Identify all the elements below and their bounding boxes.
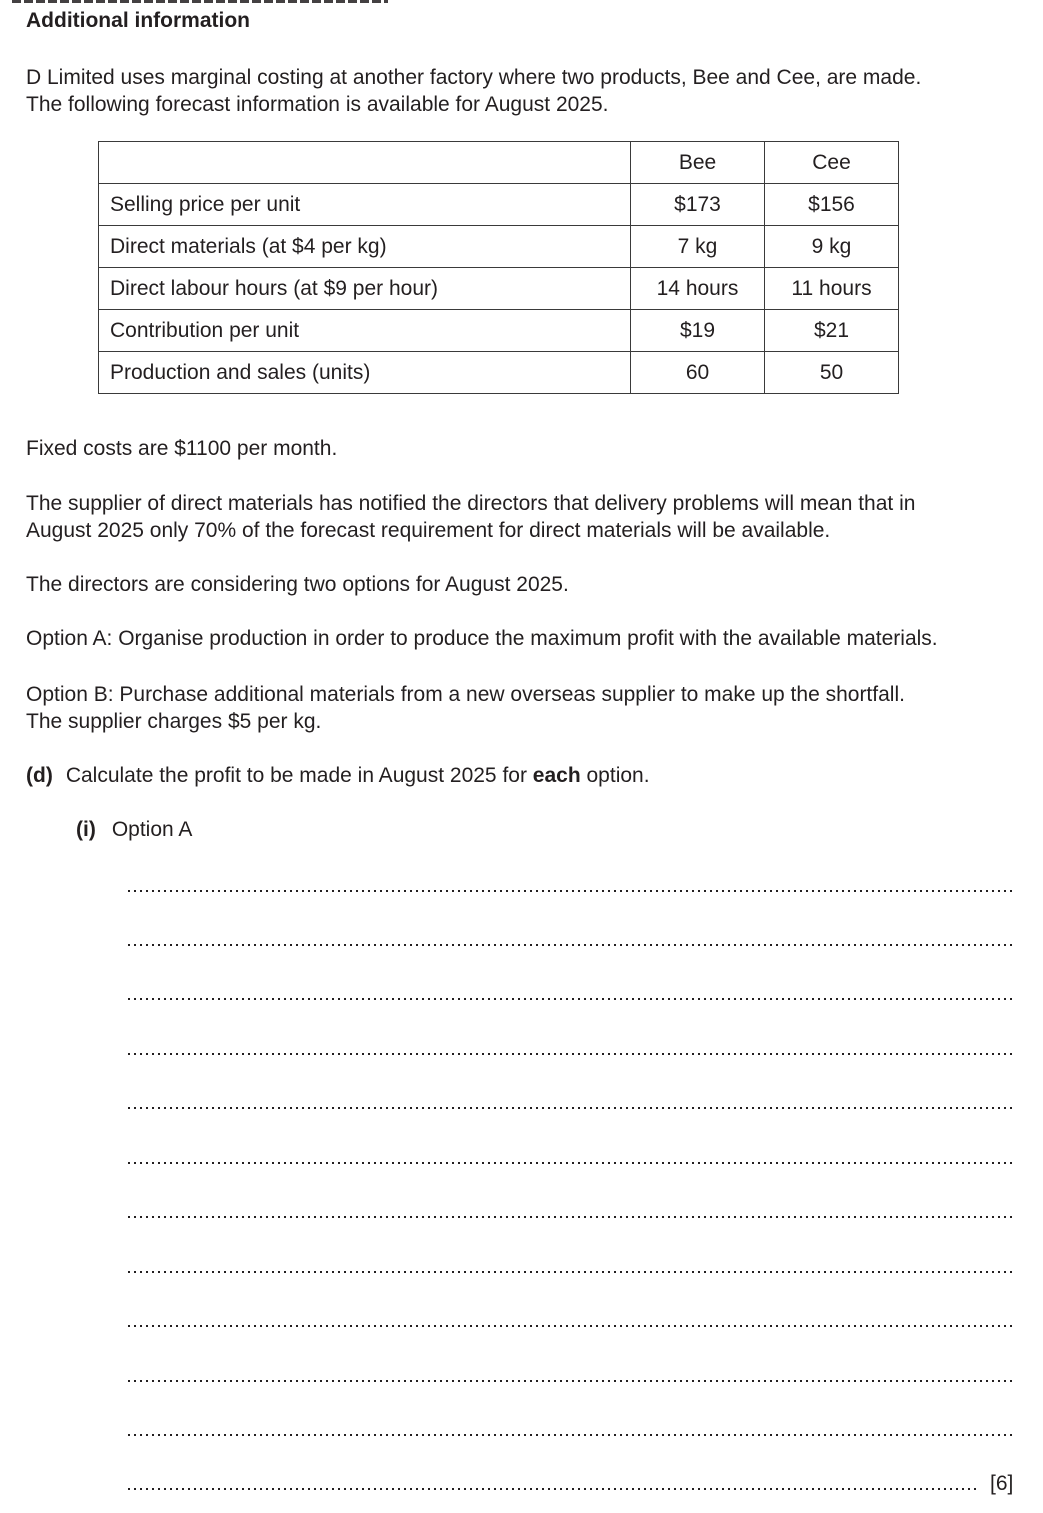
answer-line[interactable]: [128, 1053, 1015, 1055]
table-row: [99, 352, 899, 394]
intro-line-1: D Limited uses marginal costing at another factory where two products, Bee and Cee, are made.: [26, 66, 922, 89]
table-row: [99, 184, 899, 226]
question-d: [26, 764, 650, 788]
table-header-cee: Cee: [765, 142, 899, 184]
subquestion-label: (i): [76, 818, 96, 841]
answer-line[interactable]: [128, 1216, 1015, 1218]
table-header-blank: [99, 142, 631, 184]
table-row: [99, 310, 899, 352]
answer-line[interactable]: [128, 1380, 1015, 1382]
table-row: [99, 226, 899, 268]
answer-line[interactable]: [128, 890, 1015, 892]
answer-line[interactable]: [128, 998, 1015, 1000]
cropped-previous-text: [12, 0, 388, 3]
option-a-text: Option A: Organise production in order to produce the maximum profit with the available materials.: [26, 627, 938, 650]
supplier-line-2: August 2025 only 70% of the forecast requirement for direct materials will be available.: [26, 519, 831, 542]
table-row: [99, 268, 899, 310]
bee-value: 7 kg: [631, 226, 765, 268]
answer-line[interactable]: [128, 1162, 1015, 1164]
row-label: Direct materials (at $4 per kg): [99, 226, 631, 268]
cee-value: $21: [765, 310, 899, 352]
answer-line[interactable]: [128, 1271, 1015, 1273]
row-label: Selling price per unit: [99, 184, 631, 226]
marks-label: [6]: [990, 1472, 1014, 1495]
intro-line-2: The following forecast information is available for August 2025.: [26, 93, 609, 116]
table-header-row: [99, 142, 899, 184]
bee-value: $173: [631, 184, 765, 226]
intro-paragraph: [26, 64, 1018, 118]
table-header-bee: Bee: [631, 142, 765, 184]
options-intro-text: The directors are considering two options for August 2025.: [26, 573, 569, 596]
question-text-before: Calculate the profit to be made in August 2025 for: [65, 764, 533, 787]
answer-line[interactable]: [128, 944, 1015, 946]
section-heading: Additional information: [26, 9, 250, 32]
cee-value: 9 kg: [765, 226, 899, 268]
question-text-bold: each: [532, 764, 581, 787]
subquestion-text: Option A: [111, 818, 193, 841]
bee-value: 14 hours: [631, 268, 765, 310]
row-label: Production and sales (units): [99, 352, 631, 394]
cee-value: 50: [765, 352, 899, 394]
cee-value: 11 hours: [765, 268, 899, 310]
supplier-line-1: The supplier of direct materials has notified the directors that delivery problems will mean that in: [26, 492, 916, 515]
fixed-costs-text: Fixed costs are $1100 per month.: [26, 437, 338, 460]
forecast-table: [98, 141, 899, 394]
answer-line[interactable]: [128, 1107, 1015, 1109]
answer-line[interactable]: [128, 1325, 1015, 1327]
answer-line[interactable]: [128, 1434, 1015, 1436]
option-b-line-2: The supplier charges $5 per kg.: [26, 710, 322, 733]
subquestion-i: [76, 818, 192, 842]
bee-value: 60: [631, 352, 765, 394]
bee-value: $19: [631, 310, 765, 352]
question-part-label: (d): [26, 764, 53, 787]
supplier-paragraph: [26, 490, 1018, 544]
row-label: Direct labour hours (at $9 per hour): [99, 268, 631, 310]
question-text-after: option.: [580, 764, 650, 787]
answer-line[interactable]: [128, 1488, 976, 1490]
row-label: Contribution per unit: [99, 310, 631, 352]
cee-value: $156: [765, 184, 899, 226]
option-b-line-1: Option B: Purchase additional materials from a new overseas supplier to make up the shortfall.: [26, 683, 905, 706]
option-b-paragraph: [26, 681, 1018, 735]
